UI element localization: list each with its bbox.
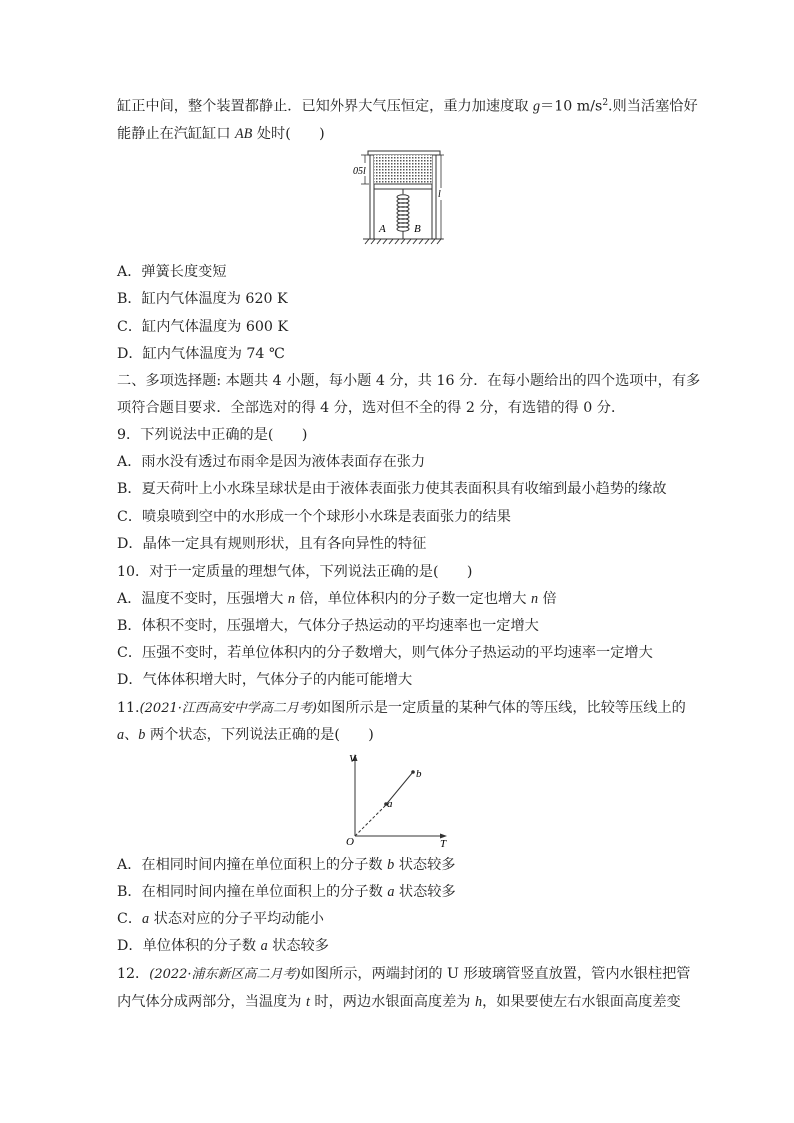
- q9-option-b: B．夏天荷叶上小水珠呈球状是由于液体表面张力使其表面积具有收缩到最小趋势的缘故: [117, 481, 667, 497]
- point-b: [411, 770, 415, 774]
- q8-option-c: C．缸内气体温度为 600 K: [117, 319, 289, 335]
- ground: [363, 239, 443, 244]
- section-2-heading: 二、多项选择题: 本题共 4 小题，每小题 4 分，共 16 分．在每小题给出的四个选项中，有多: [117, 373, 701, 389]
- cylinder-lid: [368, 151, 440, 155]
- label-B: B: [414, 223, 421, 235]
- q8-option-a: A．弹簧长度变短: [117, 264, 227, 280]
- isobar-dashed: [355, 807, 384, 836]
- section-2-heading-cont: 项符合题目要求．全部选对的得 4 分，选对但不全的得 2 分，有选错的得 0 分．: [117, 400, 626, 416]
- q10-option-c: C．压强不变时，若单位体积内的分子数增大，则气体分子热运动的平均速率一定增大: [117, 645, 653, 661]
- vt-isobar-graph: [340, 750, 455, 850]
- q11-stem-cont: a、b 两个状态，下列说法正确的是( ): [117, 727, 374, 743]
- q12-stem: 12．(2022·浦东新区高二月考)如图所示，两端封闭的 U 形玻璃管竖直放置，管内水银柱把管: [117, 966, 691, 982]
- q9-option-d: D．晶体一定具有规则形状，且有各向异性的特征: [117, 536, 427, 552]
- label-b: b: [416, 768, 422, 780]
- label-A: A: [379, 223, 386, 235]
- q10-option-d: D．气体体积增大时，气体分子的内能可能增大: [117, 672, 413, 688]
- cylinder-right-wall: [432, 155, 436, 239]
- q11-option-d: D．单位体积的分子数 a 状态较多: [117, 938, 329, 954]
- q8-option-d: D．缸内气体温度为 74 ℃: [117, 346, 285, 362]
- text-line-1: 缸正中间，整个装置都静止．已知外界大气压恒定，重力加速度取 g＝10 $m/s^2$.则当活塞恰好: [117, 98, 698, 115]
- label-a: a: [387, 798, 393, 810]
- q10-option-a: A．温度不变时，压强增大 n 倍，单位体积内的分子数一定也增大 n 倍: [117, 591, 557, 607]
- q9-stem: 9．下列说法中正确的是( ): [117, 427, 308, 443]
- piston: [374, 184, 432, 189]
- q11-stem: 11.(2021·江西高安中学高二月考)如图所示是一定质量的某种气体的等压线，比较等压线上的: [117, 700, 686, 716]
- spring: [397, 189, 409, 239]
- q8-option-b: B．缸内气体温度为 620 K: [117, 291, 288, 307]
- label-t: T: [440, 838, 447, 850]
- label-l: l: [438, 189, 441, 200]
- q9-option-c: C．喷泉喷到空中的水形成一个个球形小水珠是表面张力的结果: [117, 509, 511, 525]
- q9-option-a: A．雨水没有透过布雨伞是因为液体表面存在张力: [117, 454, 426, 470]
- label-05l: 05l: [353, 166, 366, 177]
- q11-option-a: A．在相同时间内撞在单位面积上的分子数 b 状态较多: [117, 857, 456, 873]
- q10-stem: 10．对于一定质量的理想气体，下列说法正确的是( ): [117, 564, 473, 580]
- cylinder-spring-figure: [325, 148, 445, 256]
- label-v: V: [349, 753, 356, 765]
- cylinder-left-wall: [370, 155, 374, 239]
- q11-option-c: C．a 状态对应的分子平均动能小: [117, 911, 324, 927]
- label-o: O: [346, 836, 354, 848]
- gas-region: [374, 155, 432, 184]
- text-line-2: 能静止在汽缸缸口 AB 处时( ): [117, 126, 325, 142]
- q12-stem-cont: 内气体分成两部分，当温度为 t 时，两边水银面高度差为 h，如果要使左右水银面高度差变: [117, 994, 681, 1010]
- q11-option-b: B．在相同时间内撞在单位面积上的分子数 a 状态较多: [117, 884, 456, 900]
- q10-option-b: B．体积不变时，压强增大，气体分子热运动的平均速率也一定增大: [117, 618, 539, 634]
